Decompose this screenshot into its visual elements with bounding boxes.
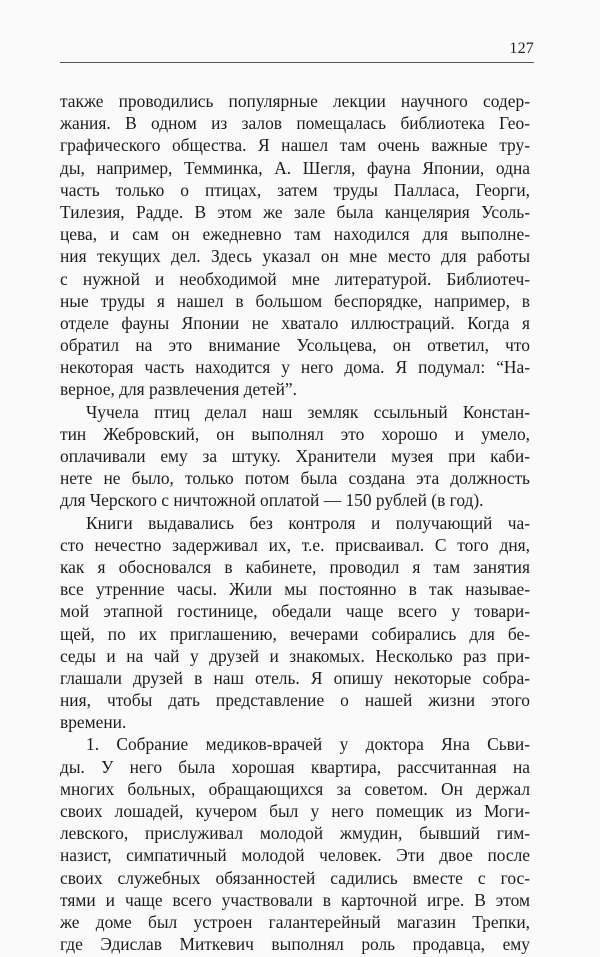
text-line: тями и чаще всего участвовали в карточной игре. В этом: [60, 889, 530, 910]
text-line: Чучела птиц делал наш земляк ссыльный Констан-: [86, 401, 530, 422]
text-line: все утренние часы. Жили мы постоянно в так называе-: [60, 579, 530, 600]
text-line: ные труды я нашел в большом беспорядке, например, в: [60, 290, 530, 311]
page-number: 127: [509, 40, 534, 57]
text-line: Тилезия, Радде. В этом же зале была канцелярия Усоль-: [60, 201, 530, 222]
text-line: ды. У него была хорошая квартира, рассчитанная на: [60, 756, 530, 777]
text-line: обратил на это внимание Усольцева, он ответил, что: [60, 335, 530, 356]
text-line: своих служебных обязанностей садились вместе с гос-: [60, 867, 530, 888]
text-line: с нужной и необходимой мне литературой. Библиотеч-: [60, 268, 530, 289]
text-line: левского, прислуживал молодой жмудин, бывший гим-: [60, 823, 530, 844]
header-rule: [60, 62, 534, 63]
text-line: некоторая часть находится у него дома. Я подумал: “На-: [60, 357, 530, 378]
text-line: щей, по их приглашению, вечерами собирались для бе-: [60, 623, 530, 644]
text-line: графического общества. Я нашел там очень важные тру-: [60, 135, 530, 156]
text-line: верное, для развлечения детей”.: [60, 379, 297, 400]
text-line: ния, чтобы дать представление о нашей жизни этого: [60, 690, 530, 711]
text-line: своих лошадей, кучером был у него помещик из Моги-: [60, 801, 530, 821]
text-line: отделе фауны Японии не хватало иллюстраций. Когда я: [60, 312, 530, 333]
text-line: часть только о птицах, затем труды Палласа, Георги,: [60, 179, 530, 200]
text-line: седы и на чай у друзей и знакомых. Несколько раз при-: [60, 645, 530, 666]
text-line: как я обосновался в кабинете, проводил я там занятия: [60, 556, 530, 577]
text-line: также проводились популярные лекции научного содер-: [60, 91, 530, 111]
text-line: сто нечестно задерживал их, т.е. присваивал. С того дня,: [60, 534, 530, 555]
text-line: оплачивали ему за штуку. Хранители музея при каби-: [60, 446, 530, 466]
text-line: назист, симпатичный молодой человек. Эти двое после: [60, 845, 530, 866]
text-line: глашали друзей в наш отель. Я опишу некоторые собра-: [60, 667, 530, 688]
page-header: [60, 36, 534, 64]
text-line: для Черского с ничтожной оплатой — 150 рублей (в год).: [60, 490, 484, 511]
text-line: времени.: [60, 712, 127, 733]
text-line: жания. В одном из залов помещалась библиотека Гео-: [60, 113, 530, 134]
text-line: ния текущих дел. Здесь указал он мне место для работы: [60, 246, 530, 267]
text-line: нете не было, только потом была создана эта должность: [60, 468, 530, 489]
text-line: где Эдислав Миткевич выполнял роль продавца, ему: [60, 934, 530, 955]
text-line: Книги выдавались без контроля и получающий ча-: [86, 512, 530, 533]
text-line: многих больных, обращающихся за советом. Он держал: [60, 778, 530, 799]
body-text: [60, 90, 530, 955]
text-line: тин Жебровский, он выполнял это хорошо и умело,: [60, 423, 530, 444]
text-line: 1. Собрание медиков-врачей у доктора Яна Сьви-: [86, 734, 530, 755]
text-line: ды, например, Темминка, А. Шегля, фауна Японии, одна: [60, 157, 530, 178]
text-line: мой этапной гостинице, обедали чаще всего у товари-: [60, 601, 530, 622]
text-line: цева, и сам он ежедневно там находился для выполне-: [60, 224, 530, 245]
text-line: же доме был устроен галантерейный магазин Трепки,: [60, 911, 530, 932]
